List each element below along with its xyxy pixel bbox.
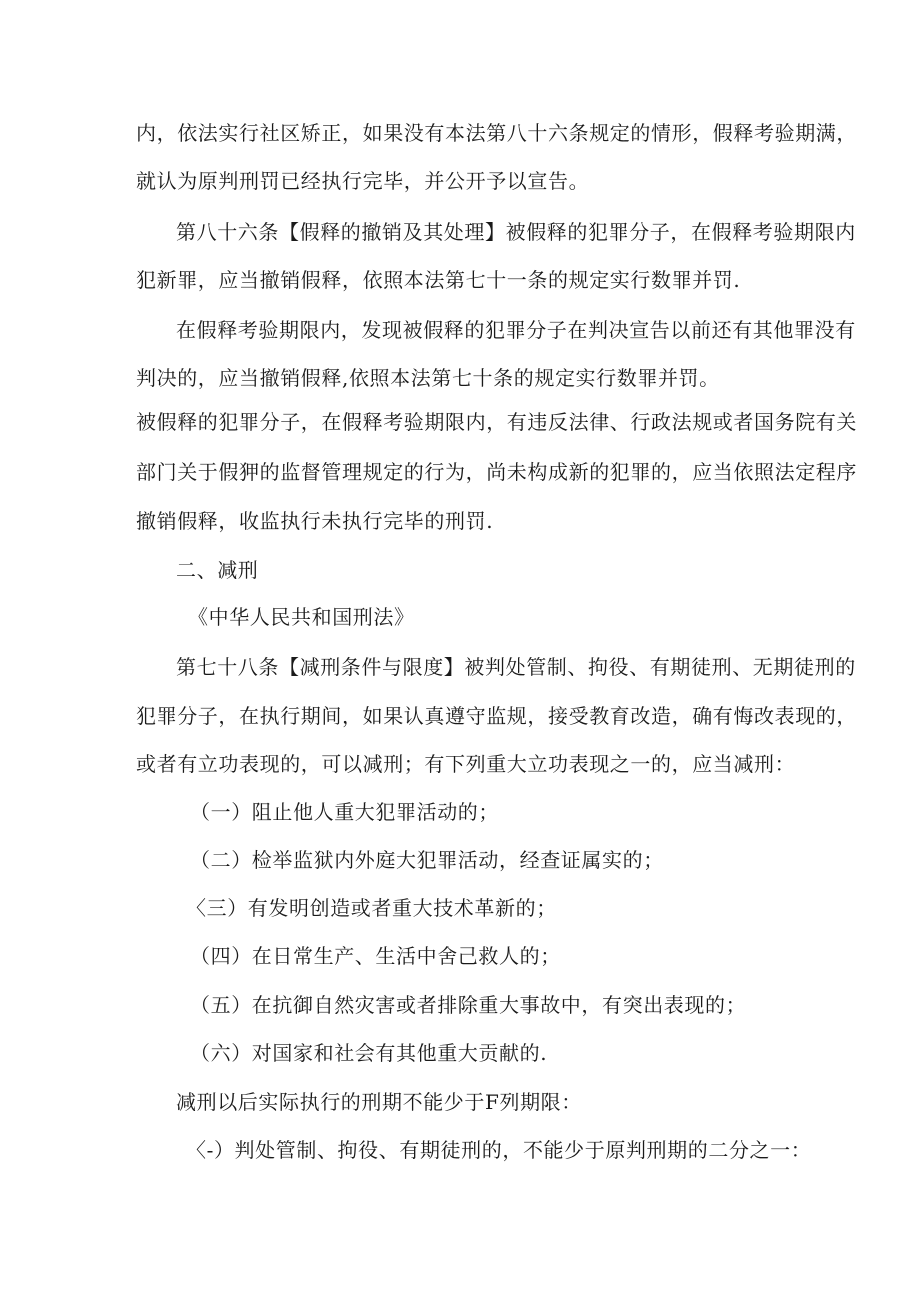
paragraph-line-5: 撤销假释，收监执行未执行完毕的刑罚. <box>136 509 494 533</box>
section-heading: 二、减刑 <box>176 558 259 582</box>
article-78-line-1: 第七十八条【减刑条件与限度】被判处管制、拘役、有期徒刑、无期徒刑的 <box>176 655 856 679</box>
limit-intro-line: 减刑以后实际执行的刑期不能少于F列期限： <box>176 1090 582 1114</box>
list-item-6: （六）对国家和社会有其他重大贡献的. <box>190 1041 548 1065</box>
paragraph-line-1: 在假释考验期限内，发现被假释的犯罪分子在判决宣告以前还有其他罪没有 <box>176 318 856 342</box>
list-item-1: （一）阻止他人重大犯罪活动的； <box>190 800 499 824</box>
list-item-5: （五）在抗御自然灾害或者排除重大事故中，有突出表现的； <box>190 993 747 1017</box>
list-item-2: （二）检举监狱内外庭大犯罪活动，经查证属实的； <box>190 848 664 872</box>
paragraph-line-4: 部门关于假狎的监督管理规定的行为，尚未构成新的犯罪的，应当依照法定程序 <box>136 460 857 484</box>
article-78-line-3: 或者有立功表现的，可以减刑；有下列重大立功表现之一的，应当减刑： <box>136 752 796 776</box>
limit-item-1: 〈-）判处管制、拘役、有期徒刑的，不能少于原判刑期的二分之一： <box>186 1138 812 1162</box>
list-item-4: （四）在日常生产、生活中舍己救人的； <box>190 944 561 968</box>
article-86-line-2: 犯新罪，应当撤销假释，依照本法第七十一条的规定实行数罪并罚. <box>136 268 741 292</box>
paragraph-line-2: 判决的，应当撤销假释,依照本法第七十条的规定实行数罪并罚。 <box>136 366 720 390</box>
list-item-3: 〈三）有发明创造或者重大技术革新的； <box>186 896 557 920</box>
paragraph-line-3: 被假释的犯罪分子，在假释考验期限内，有违反法律、行政法规或者国务院有关 <box>136 410 857 434</box>
article-78-line-2: 犯罪分子，在执行期间，如果认真遵守监规，接受教育改造，确有悔改表现的， <box>136 704 857 728</box>
article-86-line-1: 第八十六条【假释的撤销及其处理】被假释的犯罪分子，在假释考验期限内 <box>176 220 856 244</box>
text-line-1: 内，依法实行社区矫正，如果没有本法第八十六条规定的情形，假释考验期满， <box>136 121 857 145</box>
law-title: 《中华人民共和国刑法》 <box>188 605 415 629</box>
text-line-2: 就认为原判刑罚已经执行完毕，并公开予以宣告。 <box>136 169 590 193</box>
